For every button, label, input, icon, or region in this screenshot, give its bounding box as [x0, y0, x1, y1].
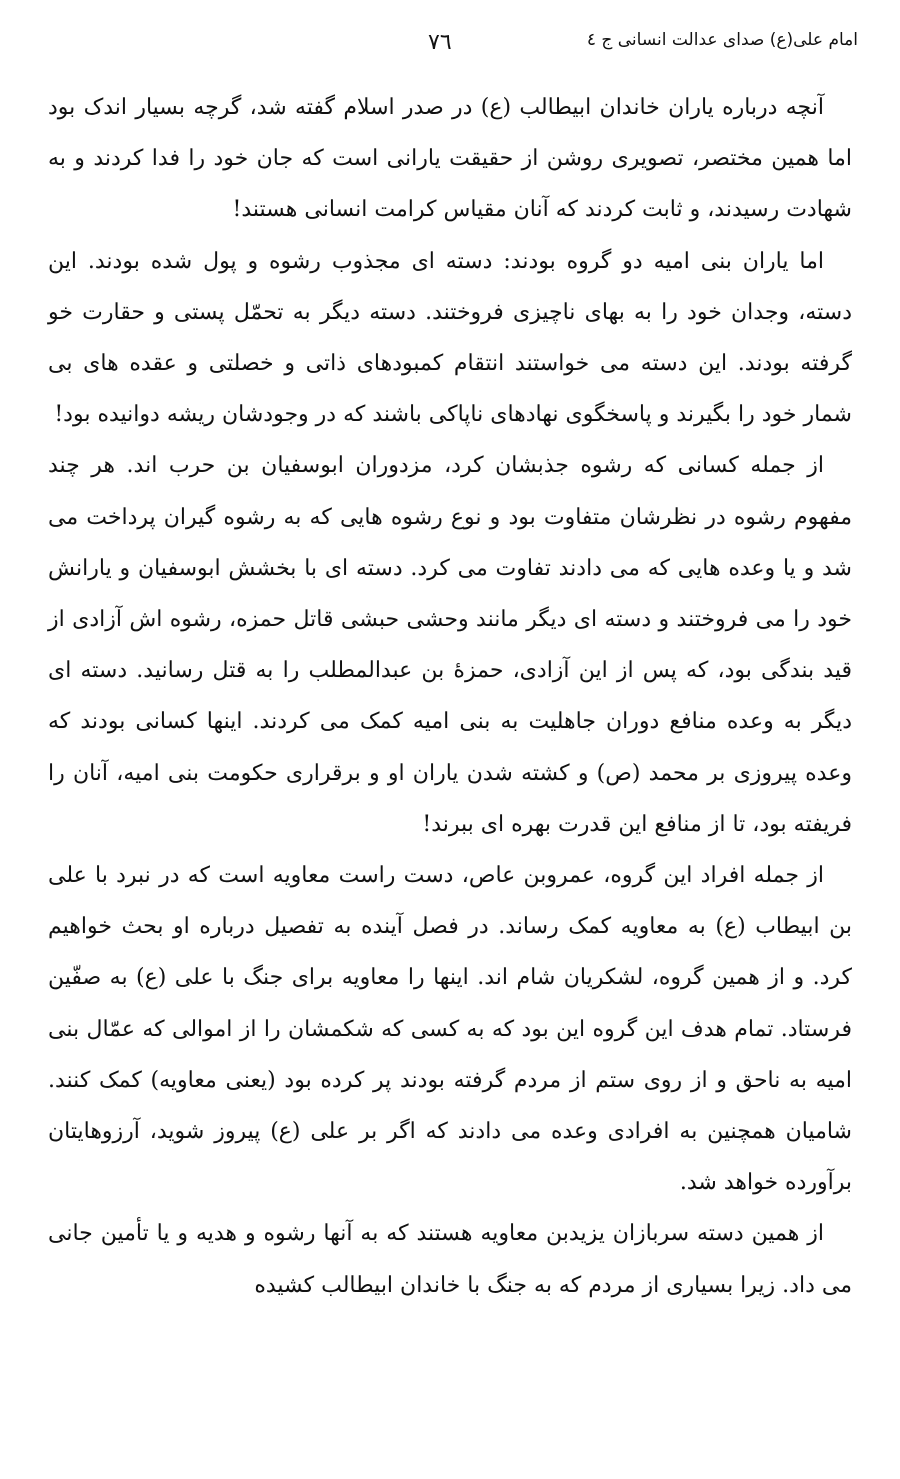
paragraph: اما یاران بنی امیه دو گروه بودند: دسته ای مجذوب رشوه و پول شده بودند. این دسته، وجدان خود را به بهای ناچیزی فروختند. دسته دیگر به تحمّل پستی و حقارت خو گرفته بودند. این دسته می خواستند انتقام کمبودهای ذاتی و خصلتی و عقده های بی شمار خود را بگیرند و پاسخگوی نهادهای ناپاکی باشند که در وجودشان ریشه دوانیده بود!: [48, 248, 852, 428]
body-text: [48, 82, 852, 1311]
paragraph: از جمله کسانی که رشوه جذبشان کرد، مزدوران ابوسفیان بن حرب اند. هر چند مفهوم رشوه در نظرشان متفاوت بود و نوع رشوه هایی که به رشوه گیران پرداخت می شد و یا وعده هایی که می دادند تفاوت می کرد. دسته ای با بخشش ابوسفیان و یارانش خود را می فروختند و دسته ای دیگر مانند وحشی حبشی قاتل حمزه، رشوه اش آزادی از قید بندگی بود، که پس از این آزادی، حمزهٔ بن عبدالمطلب را به قتل رسانید. دسته ای دیگر به وعده منافع دوران جاهلیت به بنی امیه کمک می کردند. اینها کسانی بودند که وعده پیروزی بر محمد (ص) و کشته شدن یاران او و برقراری حکومت بنی امیه، آنان را فریفته بود، تا از منافع این قدرت بهره ای ببرند!: [48, 453, 852, 837]
paragraph: آنچه درباره یاران خاندان ابیطالب (ع) در صدر اسلام گفته شد، گرچه بسیار اندک بود اما همین مختصر، تصویری روشن از حقیقت یارانی است که جان خود را فدا کردند و به شهادت رسیدند، و ثابت کردند که آنان مقیاس کرامت انسانی هستند!: [48, 95, 852, 223]
page-number: ٧٦: [428, 30, 452, 55]
paragraph: از همین دسته سربازان یزیدبن معاویه هستند که به آنها رشوه و هدیه و یا تأمین جانی می داد. زیرا بسیاری از مردم که به جنگ با خاندان ابیطالب کشیده: [48, 1221, 852, 1298]
running-header: امام علی(ع) صدای عدالت انسانی ج ٤: [586, 30, 858, 50]
paragraph: از جمله افراد این گروه، عمروبن عاص، دست راست معاویه است که در نبرد با علی بن ابیطاب (ع) به معاویه کمک رساند. در فصل آینده به تفصیل درباره او بحث خواهیم کرد. و از همین گروه، لشکریان شام اند. اینها را معاویه برای جنگ با علی (ع) به صفّین فرستاد. تمام هدف این گروه این بود که به کسی که شکمشان را از اموالی که عمّال بنی امیه به ناحق و از روی ستم از مردم گرفته بودند پر کرده بود (یعنی معاویه) کمک کنند. شامیان همچنین به افرادی وعده می دادند که اگر بر علی (ع) پیروز شوید، آرزوهایتان برآورده خواهد شد.: [48, 863, 852, 1196]
